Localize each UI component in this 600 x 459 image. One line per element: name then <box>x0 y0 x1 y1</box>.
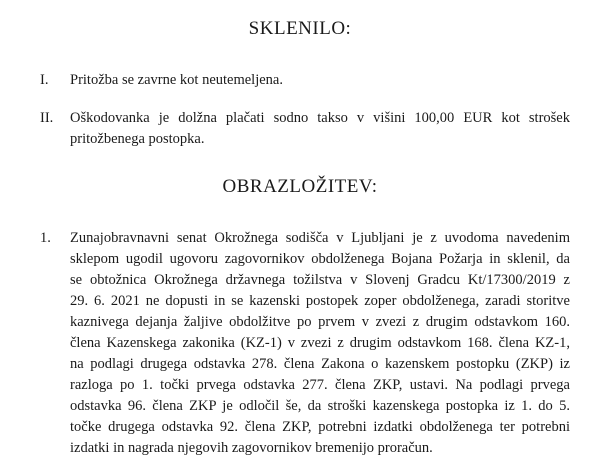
ruling-item-text <box>70 70 570 91</box>
paragraph-number: 1. <box>40 230 51 246</box>
text-line: na podlagi drugega odstavka 278. člena Zakona o kazenskem postopku (ZKP) iz <box>70 356 570 372</box>
text-line: Zunajobravnavni senat Okrožnega sodišča v Ljubljani je z uvodoma navedenim <box>70 230 570 246</box>
ruling-item-text <box>70 108 570 150</box>
text-line: odstavka 96. člena ZKP je odločil še, da stroški kazenskega postopka iz 1. do 5. <box>70 398 570 414</box>
paragraph-text <box>70 228 570 459</box>
text-line: kaznivega dejanja žaljive obdolžitve po prvem v zvezi z drugim odstavkom 160. <box>70 314 570 330</box>
text-line: točke drugega odstavka 92. člena ZKP, potrebni izdatki obdolženega ter potrebni <box>70 419 570 435</box>
text-line: razloga po 1. točki prvega odstavka 277. člena ZKP, ustavi. Na podlagi prvega <box>70 377 570 393</box>
text-line: člena Kazenskega zakonika (KZ-1) v zvezi z drugim odstavkom 168. člena KZ-1, <box>70 335 570 351</box>
text-line: Oškodovanka je dolžna plačati sodno takso v višini 100,00 EUR kot strošek <box>70 110 570 126</box>
text-line: se obtožnica Okrožnega državnega tožilstva v Slovenj Gradcu Kt/17300/2019 z <box>70 272 570 288</box>
heading-obrazlozitev: OBRAZLOŽITEV: <box>222 176 378 197</box>
ruling-item-number: II. <box>40 110 54 126</box>
text-line: Pritožba se zavrne kot neutemeljena. <box>70 72 283 88</box>
text-line: pritožbenega postopka. <box>70 131 205 147</box>
heading-sklenilo: SKLENILO: <box>248 18 352 39</box>
text-line: sklepom ugodil ugovoru zagovornikov obdolženega Bojana Požarja in sklenil, da <box>70 251 570 267</box>
text-line: 29. 6. 2021 ne dopusti in se kazenski postopek zoper obdolženega, zaradi storitve <box>70 293 570 309</box>
text-line: izdatki in nagrada njegovih zagovornikov bremenijo proračun. <box>70 440 433 456</box>
ruling-item-number: I. <box>40 72 49 88</box>
